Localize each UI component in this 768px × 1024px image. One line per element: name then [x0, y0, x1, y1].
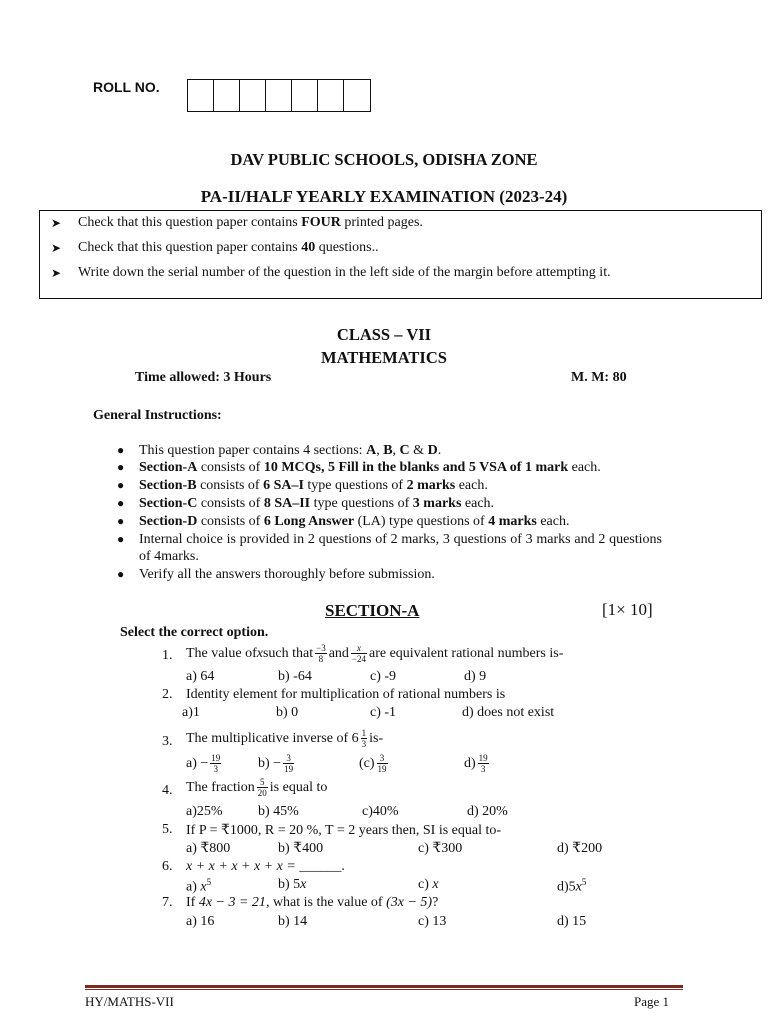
option-b: b) 0	[276, 705, 299, 720]
roll-number-label: ROLL NO.	[93, 79, 160, 95]
option-b: b) 45%	[258, 804, 299, 819]
fraction: $\frac{1}{3}$	[361, 728, 367, 749]
select-correct-option: Select the correct option.	[120, 625, 269, 640]
check-item	[51, 240, 379, 256]
subject-title: MATHEMATICS	[321, 348, 447, 367]
bullet-icon: ●	[117, 478, 125, 492]
instruction-item: ● Section-C consists of 8 SA–II type questions of 3 marks each.	[117, 496, 495, 511]
check-text: Write down the serial number of the question in the left side of the margin before attempting it.	[78, 265, 611, 280]
check-item	[51, 215, 423, 231]
question-number: 5.	[162, 822, 173, 837]
check-text: Check that this question paper contains	[78, 215, 302, 230]
option-c: c) ₹300	[418, 841, 463, 856]
question-text: If P = ₹1000, R = 20 %, T = 2 years then, SI is equal to-	[186, 823, 502, 838]
option-a: a)25%	[186, 804, 223, 819]
check-item	[51, 265, 611, 281]
roll-digit-box	[292, 80, 318, 111]
instruction-item: ● Section-B consists of 6 SA–I type questions of 2 marks each.	[117, 478, 488, 493]
time-allowed: Time allowed: 3 Hours	[135, 370, 272, 385]
question-number: 4.	[162, 783, 173, 798]
check-text: Check that this question paper contains	[78, 240, 302, 255]
option-c: (c) $\frac{3}{19}$	[359, 753, 387, 774]
bullet-icon: ●	[117, 532, 125, 546]
option-b: b) 14	[278, 914, 308, 929]
option-a: a) 64	[186, 669, 215, 684]
question-text: The value of x such that $\frac{-3}{8}$ and $\frac{x}{-24}$ are equivalent rational numbers is-	[186, 643, 564, 664]
bullet-icon: ●	[117, 514, 125, 528]
option-a: a) ₹800	[186, 841, 231, 856]
arrow-bullet-icon: ➤	[51, 240, 62, 255]
check-bold: FOUR	[301, 215, 341, 230]
roll-digit-box	[240, 80, 266, 111]
class-title: CLASS – VII	[336, 325, 432, 344]
fraction: $\frac{-3}{8}$	[316, 643, 326, 664]
roll-digit-box	[318, 80, 344, 111]
option-c: c) 13	[418, 914, 447, 929]
option-a: a) 16	[186, 914, 215, 929]
question-number: 3.	[162, 734, 173, 749]
question-number: 7.	[162, 895, 173, 910]
option-a: a)1	[182, 705, 200, 720]
instruction-item: ● This question paper contains 4 sections: A, B, C & D.	[117, 443, 442, 458]
option-c: c) -1	[370, 705, 397, 720]
question-text: If 4x − 3 = 21, what is the value of (3x − 5)?	[186, 895, 439, 910]
footer-code: HY/MATHS-VII	[85, 994, 174, 1009]
question-text: The fraction $\frac{5}{20}$ is equal to	[186, 777, 328, 798]
instruction-item: ● Section-D consists of 6 Long Answer (LA) type questions of 4 marks each.	[117, 514, 570, 529]
instruction-item: ● Verify all the answers thoroughly before submission.	[117, 567, 435, 582]
arrow-bullet-icon: ➤	[51, 215, 62, 230]
option-b: b) 5x	[278, 877, 307, 892]
roll-number-boxes	[187, 79, 371, 112]
option-d: d) 20%	[467, 804, 508, 819]
footer-rule	[85, 985, 683, 988]
school-name: DAV PUBLIC SCHOOLS, ODISHA ZONE	[230, 150, 538, 169]
question-text: Identity element for multiplication of rational numbers is	[186, 687, 506, 702]
max-marks: M. M: 80	[571, 370, 627, 385]
instruction-item: ● Section-A consists of 10 MCQs, 5 Fill in the blanks and 5 VSA of 1 mark each.	[117, 460, 601, 475]
question-text: The multiplicative inverse of 6 $\frac{1}{3}$ is-	[186, 728, 384, 749]
option-c: c)40%	[362, 804, 399, 819]
option-c: c) x	[418, 877, 439, 892]
fraction: $\frac{x}{-24}$	[351, 643, 366, 664]
question-text: x + x + x + x + x = ______.	[186, 859, 345, 874]
check-text: printed pages.	[340, 215, 423, 230]
option-d: d) 9	[464, 669, 487, 684]
exam-title: PA-II/HALF YEARLY EXAMINATION (2023-24)	[200, 187, 568, 206]
fraction: $\frac{5}{20}$	[257, 777, 267, 798]
option-d: d) 15	[557, 914, 587, 929]
option-d: $d)5x^5$	[557, 877, 587, 895]
instruction-item: ● Internal choice is provided in 2 questions of 2 marks, 3 questions of 3 marks and 2 questions of 4marks.	[117, 532, 662, 564]
check-bold: 40	[301, 240, 316, 255]
option-b: b) ₹400	[278, 841, 324, 856]
bullet-icon: ●	[117, 460, 125, 474]
check-text: questions..	[315, 240, 379, 255]
question-number: 1.	[162, 648, 173, 663]
roll-digit-box	[344, 80, 370, 111]
section-a-marks: [1× 10]	[602, 600, 653, 619]
question-number: 2.	[162, 687, 173, 702]
option-b: b) -64	[278, 669, 312, 684]
option-a: a) − $\frac{19}{3}$	[186, 753, 221, 774]
arrow-bullet-icon: ➤	[51, 265, 62, 280]
option-d: d) $\frac{19}{3}$	[464, 753, 488, 774]
general-instructions-title: General Instructions:	[93, 408, 222, 423]
roll-digit-box	[188, 80, 214, 111]
question-number: 6.	[162, 859, 173, 874]
roll-digit-box	[214, 80, 240, 111]
section-a-title: SECTION-A	[325, 601, 420, 620]
option-d: d) ₹200	[557, 841, 603, 856]
page-number: Page 1	[634, 994, 670, 1009]
bullet-icon: ●	[117, 567, 125, 581]
option-c: c) -9	[370, 669, 397, 684]
roll-digit-box	[266, 80, 292, 111]
bullet-icon: ●	[117, 443, 125, 457]
option-a: a) $x^5$	[186, 877, 212, 895]
option-d: d) does not exist	[462, 705, 555, 720]
option-b: b) − $\frac{3}{19}$	[258, 753, 294, 774]
footer-rule	[85, 989, 683, 990]
bullet-icon: ●	[117, 496, 125, 510]
